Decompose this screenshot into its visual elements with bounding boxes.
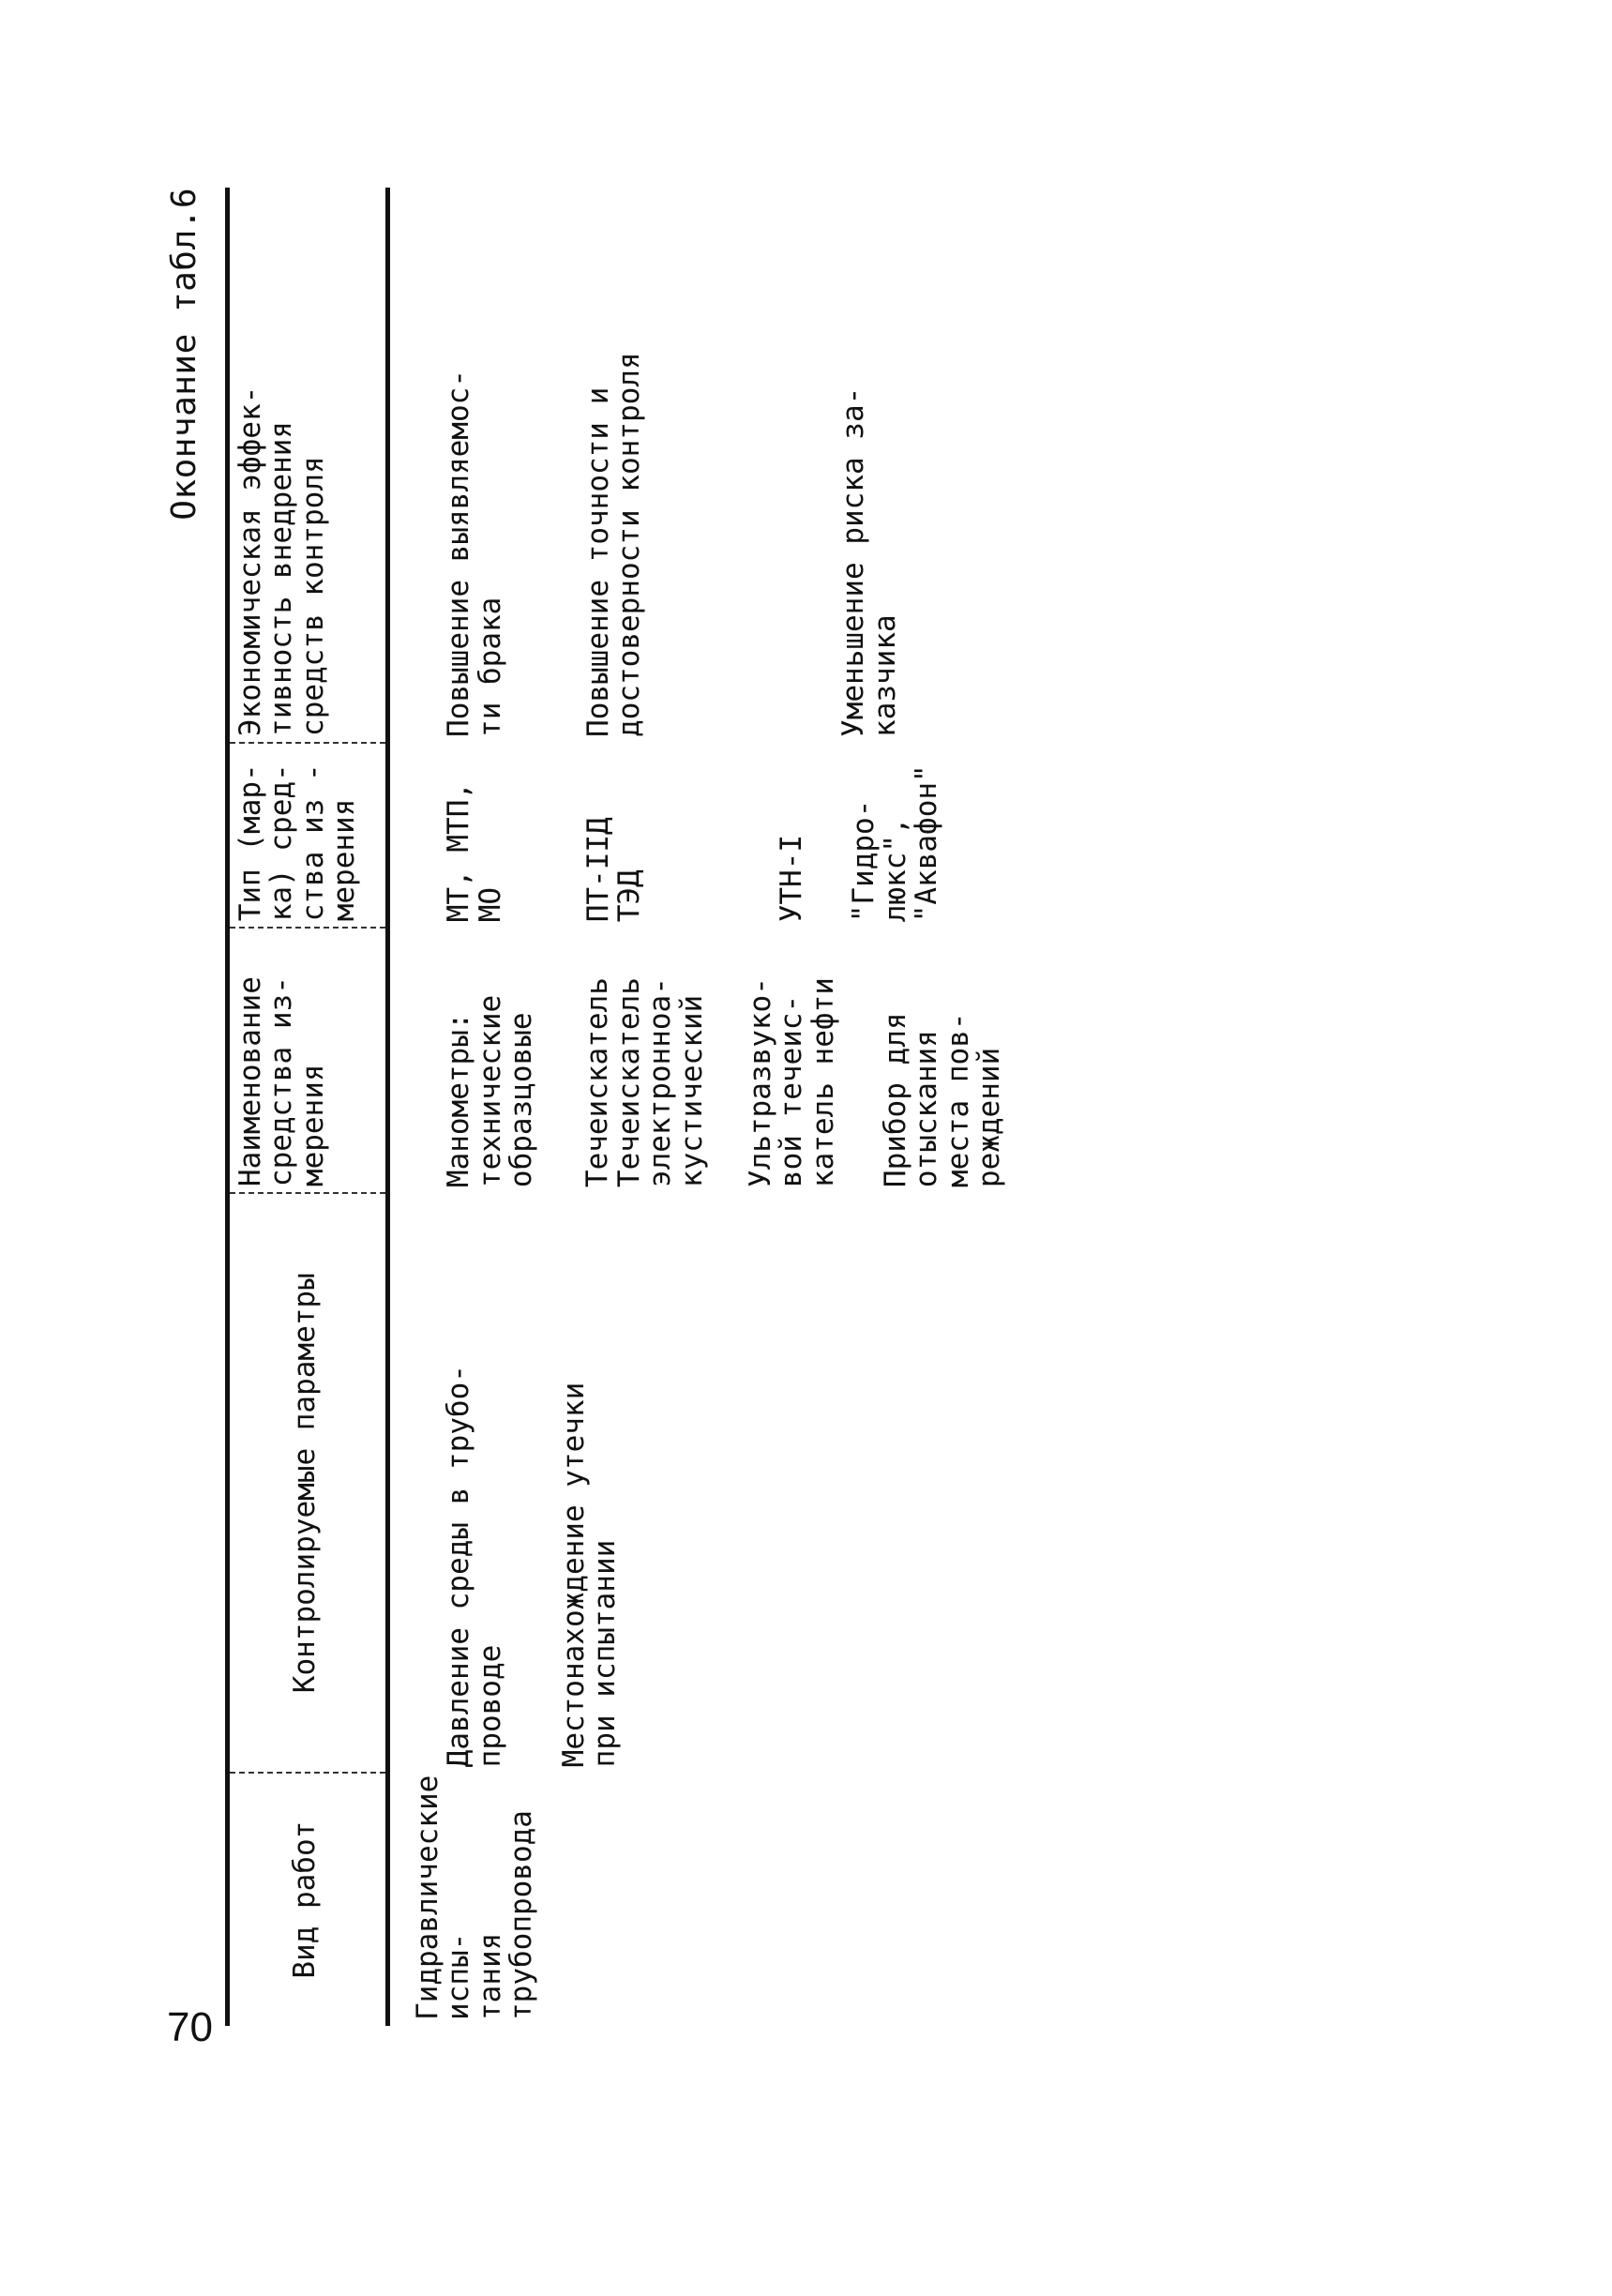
header-economic-effect-text: Экономическая эффек- тивность внедрения средств контроля: [234, 385, 330, 736]
instrument-item: Прибор для отыскания места пов- реждений: [878, 1012, 1006, 1188]
table-row: [388, 188, 1058, 2026]
type-item: МТ, МТП, МО: [442, 781, 507, 923]
header-instrument-name-text: Наименование средства из- мерения: [234, 976, 330, 1187]
effect-item: Уменьшение риска за- казчика: [836, 386, 902, 737]
effect-item: Повышение точности и достоверности контроля: [580, 352, 647, 737]
type-item: "Гидро- люкс", "Аквафон": [847, 764, 944, 923]
header-instrument-type: [228, 743, 388, 928]
header-parameters: Контролируемые параметры: [228, 1193, 388, 1773]
cell-types: [388, 743, 1058, 928]
instrument-item: Течеискатель Течеискатель электронноа- кустический: [580, 977, 709, 1188]
parameter-item: Давление среды в трубо- проводе: [442, 1365, 507, 1768]
instrument-item: Ультразвуко- вой течеис- катель нефти: [743, 977, 840, 1188]
cell-instruments: [388, 928, 1058, 1193]
parameter-item: Местонахождение утечки при испытании: [556, 1382, 623, 1768]
header-work-type: Вид работ: [228, 1773, 388, 2026]
header-instrument-name: [228, 928, 388, 1193]
table-title: Окончание табл.6: [165, 188, 203, 521]
instrument-item: Манометры: технические образцовые: [442, 994, 539, 1188]
page-number: 70: [167, 2004, 213, 2050]
cell-work-type: Гидравлические испы- тания трубопровода: [411, 1775, 539, 2020]
type-item: ПТ-IIД ТЭД: [580, 817, 647, 923]
header-economic-effect: [228, 188, 388, 743]
rotated-table-sheet: [165, 188, 1294, 2026]
measurement-table: [225, 188, 1058, 2026]
effect-item: Повышение выявляемос- ти брака: [442, 370, 507, 737]
cell-effects: [388, 188, 1058, 743]
type-item: УТН-I: [775, 834, 809, 923]
header-instrument-type-text: Тип (мар- ка) сред- ства из - мерения: [234, 763, 362, 922]
table-header-row: [228, 188, 388, 2026]
cell-parameters: [388, 1193, 1058, 1773]
